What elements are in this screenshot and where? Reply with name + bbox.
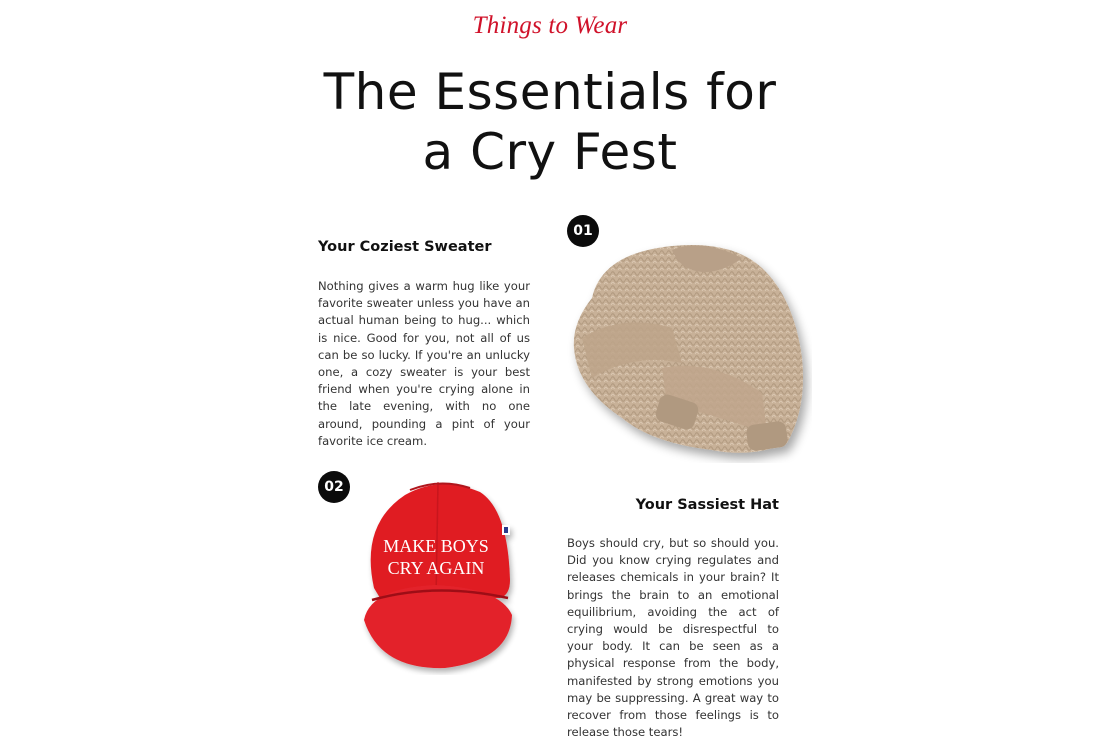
sweater-image: [562, 228, 812, 463]
item-2-heading: Your Sassiest Hat: [635, 497, 779, 513]
cap-text-line-1: MAKE BOYS: [383, 536, 489, 556]
item-2-body: Boys should cry, but so should you. Did you know crying regulates and releases chemicals in your brain? It brings the brain to an emotional equilibrium, avoiding the act of crying would be disrespectful to your body. It can be seen as a physical response from the body, manifested by strong emotions you may be suppressing. A great way to recover from those feelings is to release those tears!: [567, 536, 779, 740]
title-line-1: The Essentials for: [323, 63, 777, 121]
item-1-body: Nothing gives a warm hug like your favorite sweater unless you have an actual human being to hug... which is nice. Good for you, not all of us can be so lucky. If you're an unlucky one, a cozy sweater is your best friend when you're crying alone in the late evening, with no one around, pounding a pint of your favorite ice cream.: [318, 279, 530, 448]
section-kicker: Things to Wear: [472, 12, 628, 39]
title-line-2: a Cry Fest: [422, 123, 678, 181]
red-cap-image: [350, 470, 525, 675]
item-2-number-badge: 02: [318, 471, 350, 503]
page-title: [250, 62, 850, 182]
item-1-number-badge: 01: [567, 215, 599, 247]
cap-text-line-2: CRY AGAIN: [387, 558, 485, 578]
item-1-heading: Your Coziest Sweater: [318, 239, 492, 255]
